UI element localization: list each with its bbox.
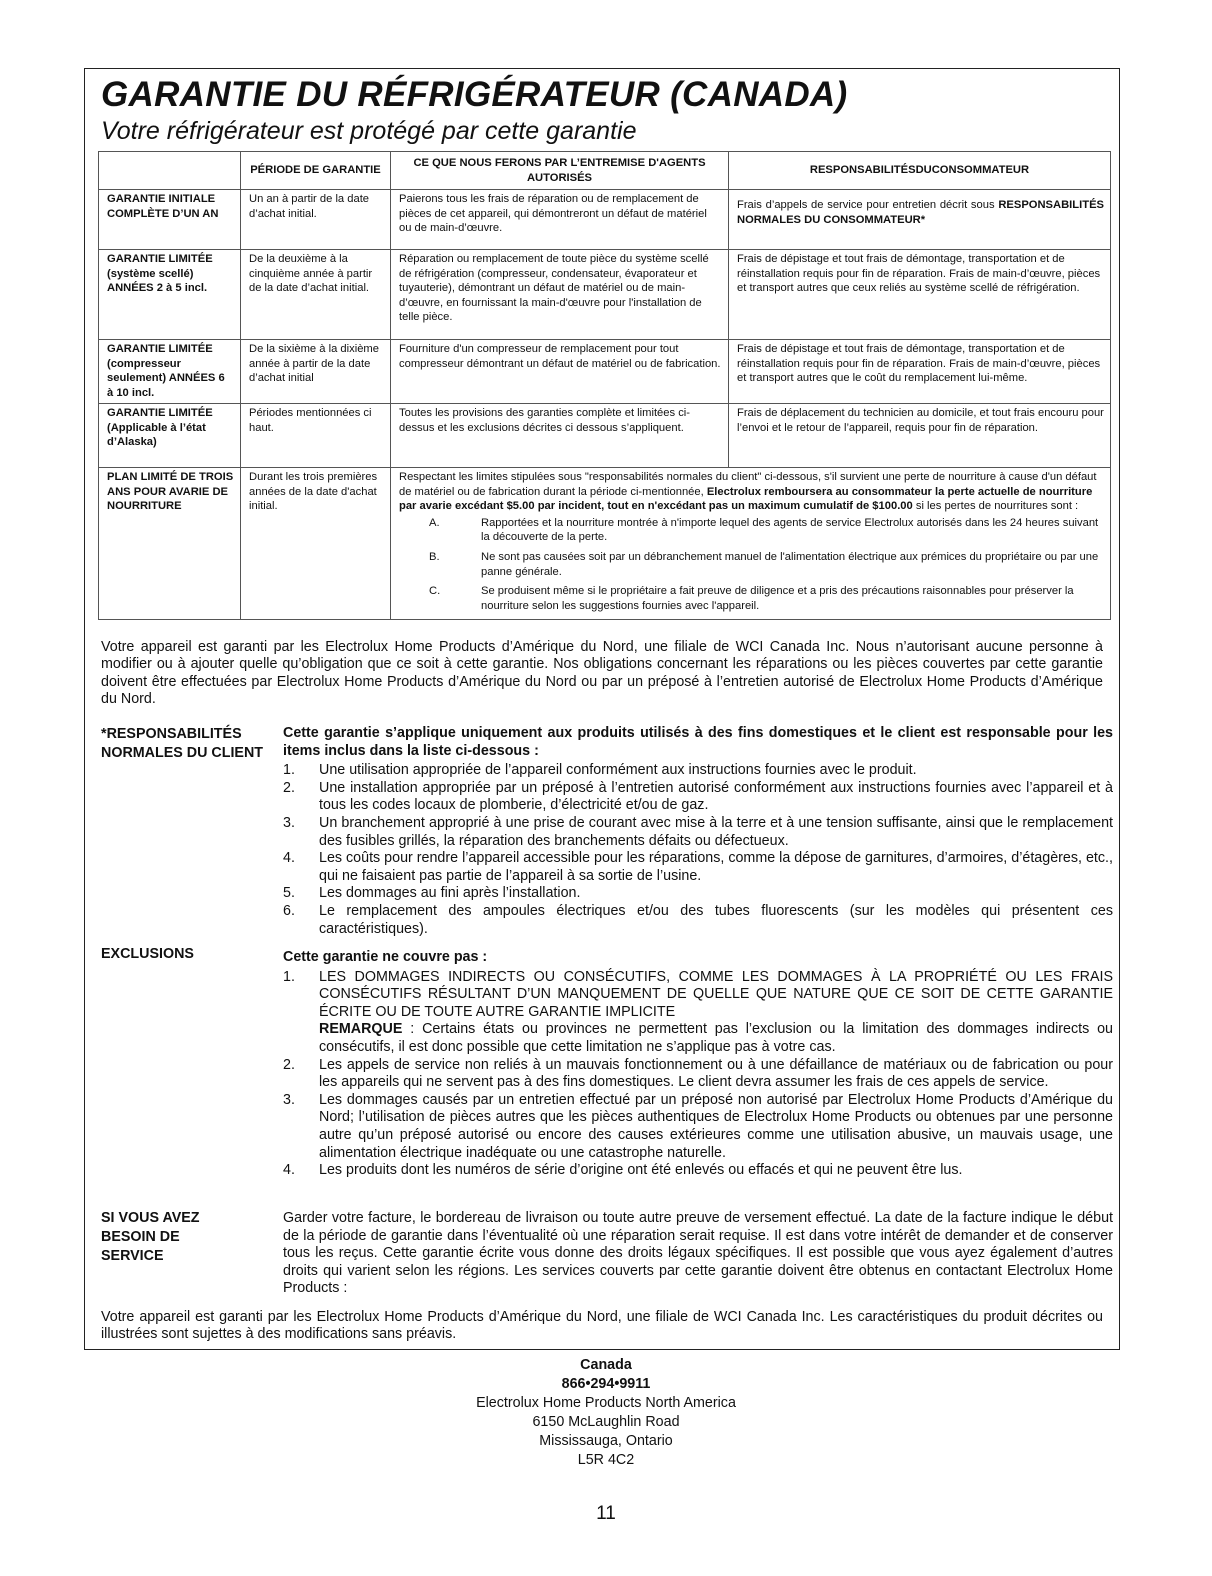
item-text: Rapportées et la nourriture montrée à n'importe lequel des agents de service Electrolux autorisés dans les 24 heures suivant la découverte de la perte. [481, 516, 1099, 544]
table-header-consumer: RESPONSABILITÉSDUCONSOMMATEUR [729, 152, 1111, 190]
item-number: 3. [283, 814, 295, 831]
food-conditions-list [399, 516, 1104, 614]
table-row [99, 190, 1111, 250]
item-letter: B. [429, 550, 440, 563]
item-text: Le remplacement des ampoules électriques et/ou des tubes fluorescents (sur les modèles qui présentent ces caractéristiques). [319, 902, 1113, 937]
table-row-food [99, 468, 1111, 620]
item-text [319, 969, 1113, 1057]
item-text: Les dommages causés par un entretien effectué par un préposé non autorisé par Electrolux Home Products d’Amérique du Nord; l’utilisation de pièces autres que les pièces authentiques de Electrolux Home Products ou obtenues par une personne autre qu’un préposé autorisé ou encore des causes extérieures comme une utilisation abusive, un mauvais usage, une alimentation électrique inadéquate ou une catastrophe naturelle. [319, 1091, 1113, 1161]
table-row [99, 250, 1111, 340]
page-number: 11 [596, 1503, 616, 1524]
row-food-coverage [391, 468, 1111, 620]
item-letter: C. [429, 585, 441, 598]
list-item [283, 850, 1113, 885]
contact-country: Canada [580, 1357, 632, 1373]
contact-phone: 866•294•9911 [561, 1376, 651, 1392]
item-text: Ne sont pas causées soit par un débranchement manuel de l'alimentation électrique aux prémices du propriétaire ou par une panne générale. [481, 550, 1099, 578]
item-text: Un branchement approprié à une prise de courant avec mise à la terre et à une tension suffisante, ainsi que le remplacement des fusibles grillés, la réparation des branchements défaits ou défectueux. [319, 814, 1113, 849]
item-number: 5. [283, 885, 295, 902]
guarantee-paragraph: Votre appareil est garanti par les Electrolux Home Products d’Amérique du Nord, une filiale de WCI Canada Inc. Nous n’autorisant aucune personne à modifier ou à ajouter quelle qu’obligation que ce soit à cette garantie. Nos obligations concernant les réparations ou les pièces couvertes par cette garantie doivent être effectuées par Electrolux Home Products d’Amérique du Nord ou par un préposé à l’entretien autorisé de Electrolux Home Products d’Amérique du Nord. [101, 639, 1103, 708]
item-number: 1. [283, 968, 295, 985]
list-item [283, 1057, 1113, 1092]
responsibilities-heading: *RESPONSABILITÉS NORMALES DU CLIENT [101, 726, 264, 761]
contact-company: Electrolux Home Products North America [476, 1395, 736, 1411]
item-text: Une installation appropriée par un préposé à l’entretien autorisé conformément aux instructions fournies avec l’appareil et à tous les codes locaux de plomberie, d’électricité et/ou de gaz. [319, 779, 1113, 814]
warranty-frame [84, 68, 1120, 1350]
service-heading: SI VOUS AVEZ BESOIN DE SERVICE [101, 1210, 200, 1264]
item-text: Les coûts pour rendre l’appareil accessible pour les réparations, comme la dépose de garnitures, d’armoires, d’étagères, etc., qui ne faisaient pas partie de l’appareil à sa sortie de l’usine. [319, 850, 1113, 884]
item-number: 2. [283, 1056, 295, 1073]
table-header-blank [99, 152, 241, 190]
note-text: : Certains états ou provinces ne permettent pas l’exclusion ou la limitation des dommages indirects ou consécutifs, il est donc possible que cette limitation ne s’applique pas à votre cas. [319, 1021, 1113, 1055]
food-text-a: Respectant les limites stipulées sous "responsabilités normales du client" ci-dessous, s'il survient une perte de nourriture à cause d'un défaut de matériel ou de fabrication durant la période ci-mentionnée, [399, 471, 1097, 498]
note-label: REMARQUE [319, 1021, 403, 1038]
responsibilities-intro: Cette garantie s’applique uniquement aux produits utilisés à des fins domestiques et le client est responsable pour les items inclus dans la liste ci-dessous : [283, 725, 1113, 759]
table-header-row [99, 152, 1111, 190]
item-text: Les produits dont les numéros de série d’origine ont été enlevés ou effacés et qui ne peuvent être lus. [319, 1162, 963, 1179]
row-period: De la sixième à la dixième année à partir de la date d’achat initial [241, 340, 391, 404]
responsibilities-section [283, 725, 1113, 938]
consumer-text: Frais d’appels de service pour entretien décrit sous [737, 199, 995, 211]
item-text: Les dommages au fini après l’installation. [319, 885, 581, 902]
row-label: PLAN LIMITÉ DE TROIS ANS POUR AVARIE DE NOURRITURE [99, 468, 241, 620]
table-header-period: PÉRIODE DE GARANTIE [241, 152, 391, 190]
food-text-bold: Electrolux remboursera au consommateur la perte actuelle de nourriture par avarie excédant $5.00 par incident, tout en n'excédant pas un maximum cumulatif de $100.00 [399, 485, 1093, 513]
table-row [99, 340, 1111, 404]
list-item [399, 584, 1104, 613]
item-number: 3. [283, 1091, 295, 1108]
row-consumer: Frais de dépistage et tout frais de démontage, transportation et de réinstallation requis pour fin de réparation. Frais de main-d’œuvre, pièces et transport autres que le coût du remplacement lui-même. [729, 340, 1111, 404]
row-label: GARANTIE LIMITÉE (Applicable à l’état d’Alaska) [99, 404, 241, 468]
contact-street: 6150 McLaughlin Road [532, 1414, 680, 1430]
list-item [399, 516, 1104, 545]
item-number: 2. [283, 779, 295, 796]
exclusions-intro: Cette garantie ne couvre pas : [283, 949, 488, 965]
page-subtitle: Votre réfrigérateur est protégé par cette garantie [101, 117, 637, 145]
exclusions-section [283, 949, 1113, 1180]
food-text-c: si les pertes de nourritures sont : [912, 500, 1079, 513]
row-consumer [729, 190, 1111, 250]
row-period: Un an à partir de la date d’achat initial. [241, 190, 391, 250]
item-text: Une utilisation appropriée de l’appareil conformément aux instructions fournies avec le produit. [319, 762, 917, 779]
page-title: GARANTIE DU RÉFRIGÉRATEUR (CANADA) [101, 75, 848, 114]
list-item [283, 885, 1113, 903]
item-text: Se produisent même si le propriétaire a fait preuve de diligence et a pris des précautions raisonnables pour préserver la nourriture selon les suggestions fournies avec l'appareil. [481, 585, 1074, 612]
item-text: Les appels de service non reliés à un mauvais fonctionnement ou à une défaillance de matériaux ou de fabrication ou pour les appareils qui ne servent pas à des fins domestiques. Le client devra assumer les frais de ces appels de service. [319, 1056, 1113, 1091]
table-header-action: CE QUE NOUS FERONS PAR L’ENTREMISE D'AGENTS AUTORISÉS [391, 152, 729, 190]
item-number: 4. [283, 1162, 295, 1179]
contact-city: Mississauga, Ontario [539, 1433, 673, 1449]
item-letter: A. [429, 516, 440, 529]
item-number: 4. [283, 850, 295, 867]
row-action: Paierons tous les frais de réparation ou de remplacement de pièces de cet appareil, qui démontreront un défaut de matériel ou de main-d’œuvre. [391, 190, 729, 250]
list-item [283, 762, 1113, 780]
warranty-table [98, 151, 1111, 620]
row-period: Périodes mentionnées ci haut. [241, 404, 391, 468]
contact-postal: L5R 4C2 [577, 1452, 635, 1468]
consumer-text-bold: RESPONSABILITÉS NORMALES DU CONSOMMATEUR* [737, 199, 1104, 226]
row-label: GARANTIE LIMITÉE (compresseur seulement) ANNÉES 6 à 10 incl. [99, 340, 241, 404]
exclusions-list [283, 969, 1113, 1180]
row-period: De la deuxième à la cinquième année à partir de la date d’achat initial. [241, 250, 391, 340]
item-number: 1. [283, 762, 295, 779]
item-number: 6. [283, 902, 295, 919]
table-row [99, 404, 1111, 468]
row-action: Réparation ou remplacement de toute pièce du système scellé de réfrigération (compresseur, condensateur, évaporateur et tuyauterie), démontrant un défaut de matériel ou de main-d’œuvre, en fournissant la main-d'œuvre pour l'installation de telle pièce. [391, 250, 729, 340]
responsibilities-list [283, 762, 1113, 938]
row-label: GARANTIE LIMITÉE (système scellé) ANNÉES 2 à 5 incl. [99, 250, 241, 340]
list-item [283, 780, 1113, 815]
row-action: Toutes les provisions des garanties complète et limitées ci-dessus et les exclusions décrites ci dessous s’appliquent. [391, 404, 729, 468]
list-item [283, 1162, 1113, 1180]
list-item [283, 903, 1113, 938]
list-item [283, 1092, 1113, 1162]
exclusions-heading: EXCLUSIONS [101, 946, 194, 962]
row-label: GARANTIE INITIALE COMPLÈTE D’UN AN [99, 190, 241, 250]
list-item [283, 815, 1113, 850]
closing-paragraph: Votre appareil est garanti par les Electrolux Home Products d’Amérique du Nord, une filiale de WCI Canada Inc. Les caractéristiques du produit décrites ou illustrées sont sujettes à des modifications sans préavis. [101, 1309, 1103, 1343]
row-consumer: Frais de dépistage et tout frais de démontage, transportation et de réinstallation requis pour fin de réparation. Frais de main-d’œuvre, pièces et transport autres que ceux reliés au système scellé de réfrigération. [729, 250, 1111, 340]
row-period: Durant les trois premières années de la date d'achat initial. [241, 468, 391, 620]
service-text: Garder votre facture, le bordereau de livraison ou toute autre preuve de versement effectué. La date de la facture indique le début de la période de garantie dans l’éventualité où une réparation serait requise. Il est dans votre intérêt de demander et de conserver tous les reçus. Cette garantie écrite vous donne des droits légaux spécifiques. Il est possible que vous ayez également d’autres droits qui varient selon les régions. Les services couverts par cette garantie doivent être obtenus en contactant Electrolux Home Products : [283, 1210, 1113, 1297]
row-consumer: Frais de déplacement du technicien au domicile, et tout frais encouru pour l’envoi et le retour de l’appareil, requis pour fin de réparation. [729, 404, 1111, 468]
exclusion-item1-text: LES DOMMAGES INDIRECTS OU CONSÉCUTIFS, COMME LES DOMMAGES À LA PROPRIÉTÉ OU LES FRAIS CONSÉCUTIFS RÉSULTANT D’UN MANQUEMENT DE QUELLE QUE NATURE QUE CE SOIT DE CETTE GARANTIE ÉCRITE OU DE TOUTE AUTRE GARANTIE IMPLICITE [319, 968, 1113, 1020]
contact-block [0, 1356, 1212, 1470]
row-action: Fourniture d'un compresseur de remplacement pour tout compresseur démontrant un défaut de matériel ou de fabrication. [391, 340, 729, 404]
list-item [399, 550, 1104, 579]
list-item [283, 969, 1113, 1057]
